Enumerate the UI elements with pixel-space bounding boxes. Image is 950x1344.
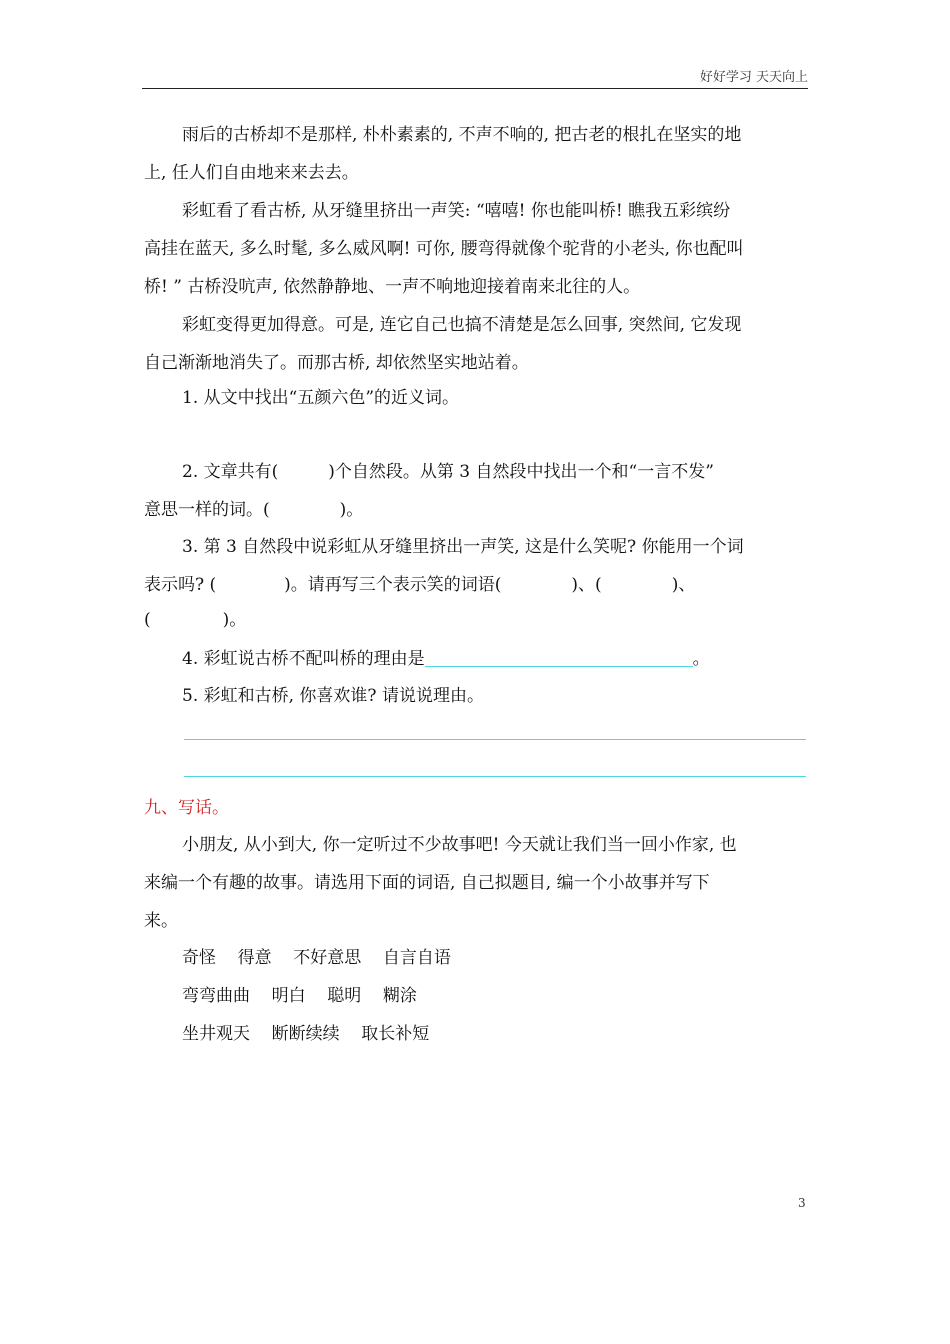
writing-prompt-line: 来。 bbox=[144, 911, 178, 931]
word: 奇怪 bbox=[182, 948, 216, 968]
word-list-row bbox=[182, 1015, 429, 1053]
question-5: 5. 彩虹和古桥, 你喜欢谁? 请说说理由。 bbox=[182, 686, 484, 706]
word: 得意 bbox=[237, 948, 272, 968]
question-3-line-1: 3. 第 3 自然段中说彩虹从牙缝里挤出一声笑, 这是什么笑呢? 你能用一个词 bbox=[182, 537, 744, 557]
passage-line: 自己渐渐地消失了。而那古桥, 却依然坚实地站着。 bbox=[144, 353, 529, 373]
word: 取长补短 bbox=[361, 1024, 430, 1044]
q4-text-b: 。 bbox=[692, 649, 710, 669]
word: 坐井观天 bbox=[182, 1024, 250, 1044]
passage-line: 雨后的古桥却不是那样, 朴朴素素的, 不声不响的, 把古老的根扎在坚实的地 bbox=[182, 125, 742, 145]
question-4 bbox=[144, 640, 846, 678]
word-list-row bbox=[182, 939, 451, 977]
passage-line: 彩虹变得更加得意。可是, 连它自己也搞不清楚是怎么回事, 突然间, 它发现 bbox=[182, 315, 742, 335]
q3-text-e: )、 bbox=[671, 575, 696, 595]
question-2-line-1 bbox=[144, 453, 846, 491]
question-3-line-2 bbox=[144, 566, 808, 604]
q4-text-a: 4. 彩虹说古桥不配叫桥的理由是 bbox=[182, 649, 425, 669]
q2-text-c: 意思一样的词。( bbox=[144, 500, 270, 520]
word: 断断续续 bbox=[271, 1024, 340, 1044]
passage-line: 上, 任人们自由地来来去去。 bbox=[144, 163, 359, 183]
writing-prompt-line: 小朋友, 从小到大, 你一定听过不少故事吧! 今天就让我们当一回小作家, 也 bbox=[182, 835, 737, 855]
word: 糊涂 bbox=[382, 986, 417, 1006]
answer-line[interactable] bbox=[184, 739, 806, 740]
q2-text-b: )个自然段。从第 3 自然段中找出一个和“一言不发” bbox=[328, 462, 714, 482]
answer-line[interactable] bbox=[184, 776, 806, 777]
answer-line[interactable] bbox=[425, 644, 693, 667]
q3-text-b: 表示吗? ( bbox=[144, 575, 217, 595]
header-motto: 好好学习 天天向上 bbox=[699, 70, 808, 85]
page-number: 3 bbox=[798, 1196, 806, 1210]
question-1: 1. 从文中找出“五颜六色”的近义词。 bbox=[182, 388, 460, 408]
q3-text-f: ( bbox=[144, 610, 151, 630]
word: 明白 bbox=[271, 986, 306, 1006]
q3-text-c: )。请再写三个表示笑的词语( bbox=[284, 575, 502, 595]
passage-line: 彩虹看了看古桥, 从牙缝里挤出一声笑: “嘻嘻! 你也能叫桥! 瞧我五彩缤纷 bbox=[182, 201, 731, 221]
page-header bbox=[142, 64, 808, 89]
question-2-line-2 bbox=[144, 491, 808, 529]
word: 弯弯曲曲 bbox=[182, 986, 250, 1006]
word: 不好意思 bbox=[293, 948, 362, 968]
q2-text-a: 2. 文章共有( bbox=[182, 462, 279, 482]
section-title: 九、写话。 bbox=[144, 798, 229, 818]
q3-text-g: )。 bbox=[222, 610, 247, 630]
q2-text-d: )。 bbox=[339, 500, 364, 520]
word-list-row bbox=[182, 977, 417, 1015]
word: 聪明 bbox=[327, 986, 362, 1006]
passage-line: 桥! ” 古桥没吭声, 依然静静地、一声不响地迎接着南来北往的人。 bbox=[144, 277, 641, 297]
question-3-line-3 bbox=[144, 601, 808, 639]
passage-line: 高挂在蓝天, 多么时髦, 多么威风啊! 可你, 腰弯得就像个驼背的小老头, 你也配叫 bbox=[144, 239, 744, 259]
word: 自言自语 bbox=[382, 948, 451, 968]
q3-text-d: )、( bbox=[571, 575, 602, 595]
writing-prompt-line: 来编一个有趣的故事。请选用下面的词语, 自己拟题目, 编一个小故事并写下 bbox=[144, 873, 710, 893]
